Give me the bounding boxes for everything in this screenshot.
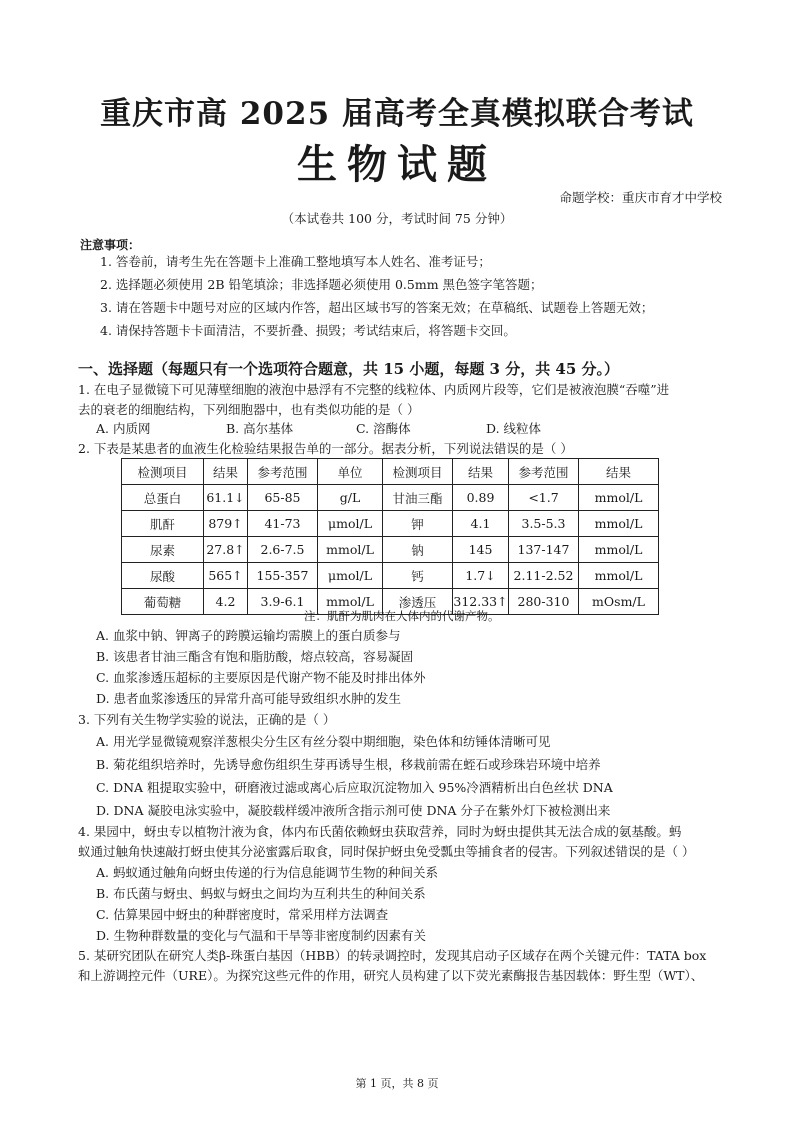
table-cell: 27.8↑ xyxy=(204,537,248,563)
q3-stem: 3. 下列有关生物学实验的说法，正确的是（ ） xyxy=(78,712,336,727)
header-cell: 单位 xyxy=(318,459,383,485)
table-cell: 钾 xyxy=(383,511,453,537)
table-row xyxy=(122,485,659,511)
table-cell: 41-73 xyxy=(248,511,318,537)
table-cell: 879↑ xyxy=(204,511,248,537)
table-cell: 145 xyxy=(453,537,509,563)
q4-option-a: A. 蚂蚁通过触角向蚜虫传递的行为信息能调节生物的种间关系 xyxy=(96,865,438,880)
q2-option-c: C. 血浆渗透压超标的主要原因是代谢产物不能及时排出体外 xyxy=(96,670,426,685)
header-cell: 检测项目 xyxy=(383,459,453,485)
subject-title: 生物试题 xyxy=(297,141,497,188)
q1-option-d: D. 线粒体 xyxy=(486,421,542,436)
q4-option-c: C. 估算果园中蚜虫的种群密度时，常采用样方法调查 xyxy=(96,907,389,922)
q2-stem: 2. 下表是某患者的血液生化检验结果报告单的一部分。据表分析，下列说法错误的是（ ） xyxy=(78,441,573,456)
q1-stem-line: 去的衰老的细胞结构，下列细胞器中，也有类似功能的是（ ） xyxy=(78,402,420,417)
table-row xyxy=(122,563,659,589)
header-cell: 结果 xyxy=(204,459,248,485)
table-cell: 0.89 xyxy=(453,485,509,511)
blood-test-table xyxy=(121,458,659,615)
page-number: 第 1 页，共 8 页 xyxy=(355,1077,439,1090)
notice-item: 2. 选择题必须使用 2B 铅笔填涂；非选择题必须使用 0.5mm 黑色签字笔答题； xyxy=(100,277,543,292)
table-cell: mmol/L xyxy=(318,537,383,563)
table-cell: mmol/L xyxy=(579,537,659,563)
table-cell: 3.9-6.1 xyxy=(248,589,318,615)
q1-option-b: B. 高尔基体 xyxy=(226,421,294,436)
table-cell: 尿酸 xyxy=(122,563,204,589)
table-cell: 4.1 xyxy=(453,511,509,537)
table-cell: 肌酐 xyxy=(122,511,204,537)
table-cell: 2.6-7.5 xyxy=(248,537,318,563)
table-cell: 2.11-2.52 xyxy=(509,563,579,589)
q4-option-b: B. 布氏菌与蚜虫、蚂蚁与蚜虫之间均为互利共生的种间关系 xyxy=(96,886,426,901)
table-cell: <1.7 xyxy=(509,485,579,511)
header-cell: 检测项目 xyxy=(122,459,204,485)
exam-info: （本试卷共 100 分，考试时间 75 分钟） xyxy=(281,211,513,226)
table-cell: μmol/L xyxy=(318,563,383,589)
table-cell: 总蛋白 xyxy=(122,485,204,511)
table-cell: 甘油三酯 xyxy=(383,485,453,511)
table-cell: 61.1↓ xyxy=(204,485,248,511)
q3-option-b: B. 菊花组织培养时，先诱导愈伤组织生芽再诱导生根，移栽前需在蛭石或珍珠岩环境中培养 xyxy=(96,757,601,772)
table-cell: mmol/L xyxy=(579,485,659,511)
table-cell: 钙 xyxy=(383,563,453,589)
table-cell: 1.7↓ xyxy=(453,563,509,589)
q1-option-a: A. 内质网 xyxy=(96,421,151,436)
q5-stem-line: 5. 某研究团队在研究人类β-珠蛋白基因（HBB）的转录调控时，发现其启动子区域存在两个关键元件：TATA box xyxy=(78,948,707,963)
table-cell: 312.33↑ xyxy=(453,589,509,615)
q2-option-a: A. 血浆中钠、钾离子的跨膜运输均需膜上的蛋白质参与 xyxy=(96,628,401,643)
table-note: 注：肌酐为肌肉在人体内的代谢产物。 xyxy=(304,609,500,623)
table-cell: μmol/L xyxy=(318,511,383,537)
q2-option-b: B. 该患者甘油三酯含有饱和脂肪酸，熔点较高，容易凝固 xyxy=(96,649,414,664)
notice-list xyxy=(100,250,750,342)
table-cell: 渗透压 xyxy=(383,589,453,615)
table-row xyxy=(122,511,659,537)
table-cell: 65-85 xyxy=(248,485,318,511)
table-cell: 3.5-5.3 xyxy=(509,511,579,537)
notice-heading: 注意事项： xyxy=(80,238,141,252)
q5-stem-line: 和上游调控元件（URE）。为探究这些元件的作用，研究人员构建了以下荧光素酶报告基因载体：野生型（WT）、 xyxy=(78,968,704,983)
q1-stem-line: 1. 在电子显微镜下可见薄壁细胞的液泡中悬浮有不完整的线粒体、内质网片段等，它们是被液泡膜“吞噬”进 xyxy=(78,382,670,397)
table-row xyxy=(122,537,659,563)
table-cell: 155-357 xyxy=(248,563,318,589)
header-cell: 结果 xyxy=(579,459,659,485)
q4-option-d: D. 生物种群数量的变化与气温和干旱等非密度制约因素有关 xyxy=(96,928,427,943)
setter-school: 命题学校：重庆市育才中学校 xyxy=(559,190,722,205)
table-cell: g/L xyxy=(318,485,383,511)
header-cell: 结果 xyxy=(453,459,509,485)
table-cell: 280-310 xyxy=(509,589,579,615)
q3-option-c: C. DNA 粗提取实验中，研磨液过滤或离心后应取沉淀物加入 95%冷酒精析出白色丝状 DNA xyxy=(96,780,613,795)
notice-item: 1. 答卷前，请考生先在答题卡上准确工整地填写本人姓名、准考证号； xyxy=(100,254,491,269)
notice-item: 4. 请保持答题卡卡面清洁，不要折叠、损毁；考试结束后，将答题卡交回。 xyxy=(100,323,516,338)
notice-item: 3. 请在答题卡中题号对应的区域内作答，超出区域书写的答案无效；在草稿纸、试题卷上答题无效； xyxy=(100,300,654,315)
table-cell: 137-147 xyxy=(509,537,579,563)
header-cell: 参考范围 xyxy=(248,459,318,485)
table-cell: 565↑ xyxy=(204,563,248,589)
q1-options xyxy=(96,419,616,439)
table-cell: mmol/L xyxy=(579,511,659,537)
table-header-row xyxy=(122,459,659,485)
q3-option-a: A. 用光学显微镜观察洋葱根尖分生区有丝分裂中期细胞，染色体和纺锤体清晰可见 xyxy=(96,734,551,749)
q2-option-d: D. 患者血浆渗透压的异常升高可能导致组织水肿的发生 xyxy=(96,691,402,706)
q4-stem-line: 蚁通过触角快速敲打蚜虫使其分泌蜜露后取食，同时保护蚜虫免受瓢虫等捕食者的侵害。下列叙述错误的是（ ） xyxy=(78,844,695,859)
q3-option-d: D. DNA 凝胶电泳实验中，凝胶载样缓冲液所含指示剂可使 DNA 分子在紫外灯下被检测出来 xyxy=(96,803,611,818)
header-cell: 参考范围 xyxy=(509,459,579,485)
table-cell: 葡萄糖 xyxy=(122,589,204,615)
exam-title: 重庆市高 2025 届高考全真模拟联合考试 xyxy=(100,96,694,132)
table-cell: 钠 xyxy=(383,537,453,563)
table-cell: 尿素 xyxy=(122,537,204,563)
section-heading: 一、选择题（每题只有一个选项符合题意，共 15 小题，每题 3 分，共 45 分。） xyxy=(78,360,620,378)
q4-stem-line: 4. 果园中，蚜虫专以植物汁液为食，体内布氏菌依赖蚜虫获取营养，同时为蚜虫提供其无法合成的氨基酸。蚂 xyxy=(78,824,682,839)
table-cell: 4.2 xyxy=(204,589,248,615)
q1-option-c: C. 溶酶体 xyxy=(356,421,411,436)
table-cell: mmol/L xyxy=(318,589,383,615)
table-cell: mmol/L xyxy=(579,563,659,589)
table-cell: mOsm/L xyxy=(579,589,659,615)
